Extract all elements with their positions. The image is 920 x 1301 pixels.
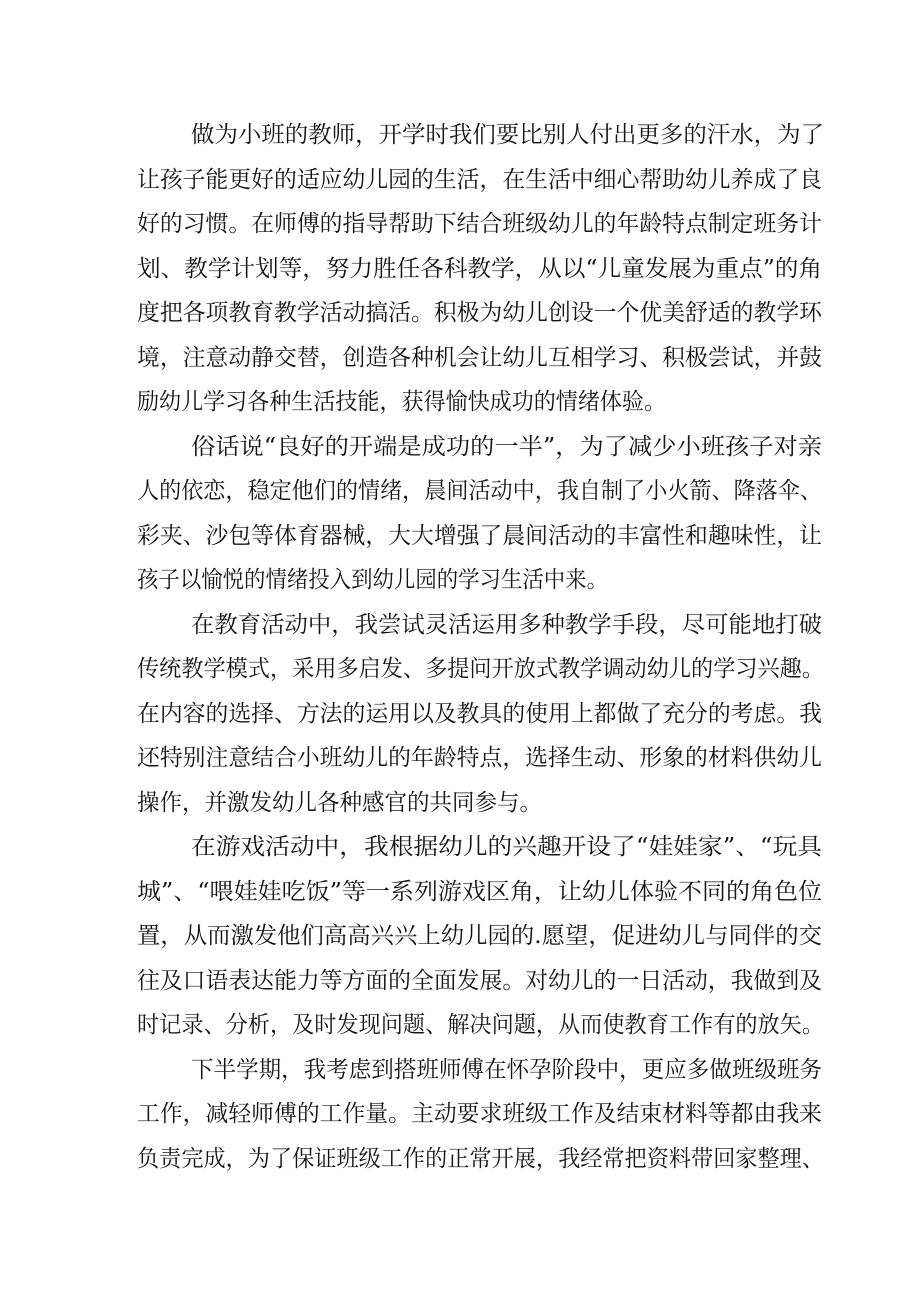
line-text: 传统教学模式，采用多启发、多提问开放式教学调动幼儿的学习兴趣。 [137,656,824,682]
line-text: 境，注意动静交替，创造各种机会让幼儿互相学习、积极尝试，并鼓 [137,345,822,371]
text-line [0,874,920,910]
text-line [0,1141,920,1177]
line-text: 下半学期，我考虑到搭班师傅在怀孕阶段中，更应多做班级班务 [191,1057,822,1083]
text-line [0,206,920,242]
text-line [0,740,920,776]
line-text: 人的依恋，稳定他们的情绪，晨间活动中，我自制了小火箭、降落伞、 [137,478,822,504]
line-text: 俗话说“良好的开端是成功的一半”，为了减少小班孩子对亲 [191,434,822,460]
line-text: 负责完成，为了保证班级工作的正常开展，我经常把资料带回家整理、 [137,1146,824,1172]
text-line [0,829,920,865]
text-line [0,384,920,420]
line-text: 好的习惯。在师傅的指导帮助下结合班级幼儿的年龄特点制定班务计 [137,211,822,237]
line-text: 往及口语表达能力等方面的全面发展。对幼儿的一日活动，我做到及 [137,968,822,994]
line-text: 励幼儿学习各种生活技能，获得愉快成功的情绪体验。 [137,389,666,415]
line-text: 度把各项教育教学活动搞活。积极为幼儿创设一个优美舒适的教学环 [137,300,822,326]
line-text: 划、教学计划等，努力胜任各科教学，从以“儿童发展为重点”的角 [137,256,822,282]
text-line [0,963,920,999]
text-line [0,518,920,554]
text-line [0,473,920,509]
text-line [0,696,920,732]
line-text: 彩夹、沙包等体育器械，大大增强了晨间活动的丰富性和趣味性，让 [137,523,822,549]
text-line [0,162,920,198]
text-line [0,651,920,687]
line-text: 在游戏活动中，我根据幼儿的兴趣开设了“娃娃家”、“玩具 [191,834,822,860]
text-line [0,1052,920,1088]
text-line [0,607,920,643]
line-text: 还特别注意结合小班幼儿的年龄特点，选择生动、形象的材料供幼儿 [137,745,822,771]
line-text: 工作，减轻师傅的工作量。主动要求班级工作及结束材料等都由我来 [137,1101,822,1127]
line-text: 孩子以愉悦的情绪投入到幼儿园的学习生活中来。 [137,567,608,593]
text-line [0,429,920,465]
line-text: 城”、“喂娃娃吃饭”等一系列游戏区角，让幼儿体验不同的角色位 [137,879,822,905]
text-line [0,340,920,376]
text-line [0,251,920,287]
line-text: 做为小班的教师，开学时我们要比别人付出更多的汗水，为了 [191,122,824,148]
text-line [0,918,920,954]
text-line [0,295,920,331]
text-line [0,562,920,598]
text-line [0,1007,920,1043]
line-text: 操作，并激发幼儿各种感官的共同参与。 [137,790,542,816]
line-text: 置，从而激发他们高高兴兴上幼儿园的.愿望，促进幼儿与同伴的交 [137,923,822,949]
text-line [0,785,920,821]
text-line [0,1096,920,1132]
line-text: 让孩子能更好的适应幼儿园的生活，在生活中细心帮助幼儿养成了良 [137,167,822,193]
line-text: 在内容的选择、方法的运用以及教具的使用上都做了充分的考虑。我 [137,701,822,727]
line-text: 时记录、分析，及时发现问题、解决问题，从而使教育工作有的放矢。 [137,1012,824,1038]
line-text: 在教育活动中，我尝试灵活运用多种教学手段，尽可能地打破 [191,612,822,638]
text-line [0,117,920,153]
